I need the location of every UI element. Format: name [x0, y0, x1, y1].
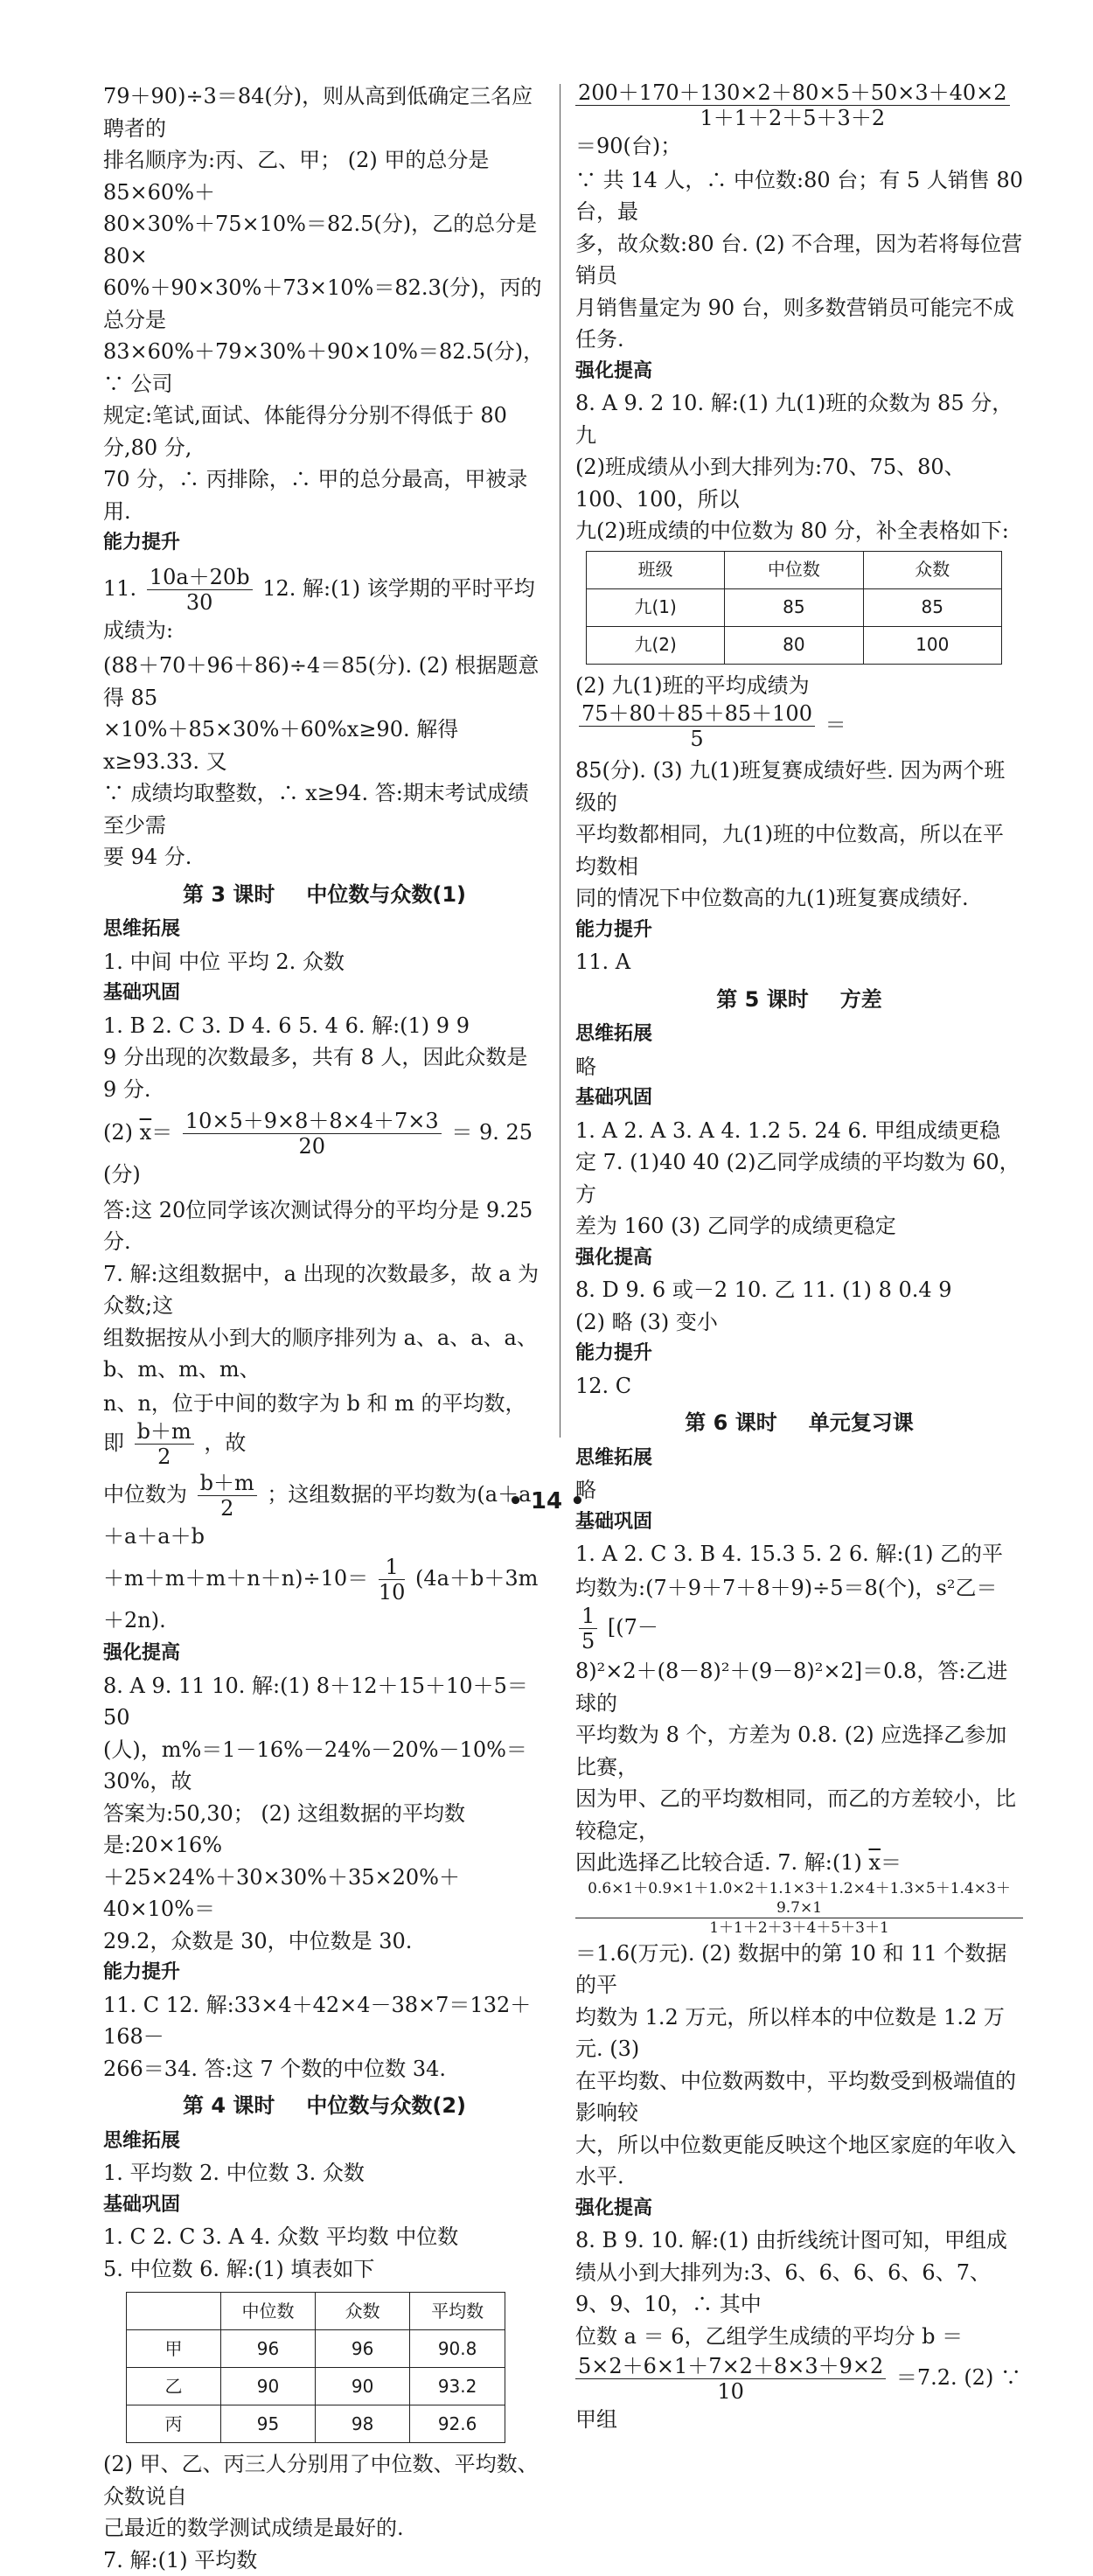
fraction: $\frac{5\times 2+6\times 1+7\times 2+8\times 3+9\times 2}{10}$ [575, 2354, 886, 2404]
text-line: ＝1.6(万元). (2) 数据中的第 10 和 11 个数据的平 [575, 1938, 1023, 2002]
table-cell: 85 [725, 588, 863, 626]
text-line: 8. B 9. 10. 解:(1) 由折线统计图可知，甲组成 [575, 2224, 1023, 2257]
formula-line: 均数为:(7＋9＋7＋8＋9)÷5＝8(个)，s²乙＝ $\frac{1}{5}$ [(7－ [575, 1572, 1023, 1654]
table-header-cell [127, 2293, 221, 2330]
text-line: (人)，m%＝1－16%－24%－20%－10%＝30%，故 [103, 1734, 546, 1798]
subheading: 思维拓展 [575, 1019, 1023, 1051]
fraction: $\frac{b+m}{2}$ [198, 1471, 257, 1521]
text-line: 答:这 20位同学该次测试得分的平均分是 9.25 分. [103, 1194, 546, 1258]
subheading: 能力提升 [103, 1957, 546, 1989]
formula-line: $\frac{200+170+130\times 2+80\times 5+50\times 3+40\times 2}{1+1+2+5+3+2}$ ＝90(台)； [575, 80, 1023, 163]
text-line: 排名顺序为:丙、乙、甲； (2) 甲的总分是 85×60%＋ [103, 144, 546, 208]
text-line: 差为 160 (3) 乙同学的成绩更稳定 [575, 1210, 1023, 1243]
subheading: 基础巩固 [103, 2190, 546, 2222]
text-line: 1. C 2. C 3. A 4. 众数 平均数 中位数 [103, 2221, 546, 2253]
text-line: 8. A 9. 2 10. 解:(1) 九(1)班的众数为 85 分，九 [575, 387, 1023, 451]
fraction: $\frac{1}{5}$ [579, 1604, 597, 1654]
text-line: (2)班成绩从小到大排列为:70、75、80、100、100，所以 [575, 451, 1023, 515]
table-cell: 80 [725, 626, 863, 664]
fraction: $\frac{0.6\times 1+0.9\times 1+1.0\times 2+1.1\times 3+1.2\times 4+1.3\times 5+1.4\times 3+9.7\times 1}{1+1+2+3+4+5+3+1}$ [575, 1879, 1023, 1938]
text-line: 在平均数、中位数两数中，平均数受到极端值的影响较 [575, 2065, 1023, 2129]
text-line: 规定:笔试,面试、体能得分分别不得低于 80 分,80 分, [103, 400, 546, 463]
subheading: 能力提升 [575, 1338, 1023, 1370]
subheading: 强化提高 [103, 1638, 546, 1670]
table-row [127, 2405, 505, 2443]
text-line: 7. 解:这组数据中，a 出现的次数最多，故 a 为众数;这 [103, 1258, 546, 1322]
text-line: 60%＋90×30%＋73×10%＝82.3(分)，丙的总分是 [103, 272, 546, 336]
formula-line: n、n，位于中间的数字为 b 和 m 的平均数，即 $\frac{b+m}{2}$ ，故 [103, 1388, 546, 1470]
fraction: $\frac{b+m}{2}$ [135, 1419, 194, 1469]
text-line: 8. A 9. 11 10. 解:(1) 8＋12＋15＋10＋5＝50 [103, 1670, 546, 1734]
text-line: 70 分，∴ 丙排除，∴ 甲的总分最高，甲被录用. [103, 463, 546, 527]
text-line: 85(分). (3) 九(1)班复赛成绩好些. 因为两个班级的 [575, 755, 1023, 818]
text-line: 定 7. (1)40 40 (2)乙同学成绩的平均数为 60，方 [575, 1146, 1023, 1210]
text-line: 7. 解:(1) 平均数 [103, 2545, 546, 2576]
text-line: 多，故众数:80 台. (2) 不合理，因为若将每位营销员 [575, 228, 1023, 292]
table-cell: 90.8 [410, 2330, 505, 2368]
table-header-row [587, 551, 1002, 588]
text-line: 266＝34. 答:这 7 个数的中位数 34. [103, 2053, 546, 2085]
subheading: 思维拓展 [103, 2126, 546, 2158]
table-cell: 乙 [127, 2368, 221, 2405]
text-line: 组数据按从小到大的顺序排列为 a、a、a、a、b、m、m、m、 [103, 1322, 546, 1386]
text-line: 9 分出现的次数最多，共有 8 人，因此众数是 9 分. [103, 1041, 546, 1105]
subheading: 能力提升 [575, 915, 1023, 947]
text-line: 1. A 2. C 3. B 4. 15.3 5. 2 6. 解:(1) 乙的平 [575, 1538, 1023, 1570]
text-line: 平均数都相同，九(1)班的中位数高，所以在平均数相 [575, 818, 1023, 882]
right-column [575, 80, 1023, 2438]
section-heading-4: 第 4 课时 中位数与众数(2) [103, 2090, 546, 2122]
text-line: 均数为 1.2 万元，所以样本的中位数是 1.2 万元. (3) [575, 2002, 1023, 2065]
table-cell: 92.6 [410, 2405, 505, 2443]
section-heading-6: 第 6 课时 单元复习课 [575, 1407, 1023, 1439]
table-cell: 95 [220, 2405, 315, 2443]
table-cell: 98 [316, 2405, 410, 2443]
text-line: 略 [575, 1051, 1023, 1083]
subheading: 思维拓展 [575, 1443, 1023, 1475]
table-header-cell: 中位数 [220, 2293, 315, 2330]
table-header-cell: 班级 [587, 551, 725, 588]
table-header-row [127, 2293, 505, 2330]
fraction: $\frac{200+170+130\times 2+80\times 5+50\times 3+40\times 2}{1+1+2+5+3+2}$ [575, 80, 1010, 130]
text-line: 大，所以中位数更能反映这个地区家庭的年收入水平. [575, 2129, 1023, 2193]
left-column [103, 80, 546, 2576]
text-line: 5. 中位数 6. 解:(1) 填表如下 [103, 2253, 546, 2286]
table-cell: 甲 [127, 2330, 221, 2368]
table-header-cell: 众数 [316, 2293, 410, 2330]
table-header-cell: 众数 [863, 551, 1002, 588]
text-line: 8. D 9. 6 或－2 10. 乙 11. (1) 8 0.4 9 [575, 1274, 1023, 1306]
fraction: $\frac{75+80+85+85+100}{5}$ [579, 701, 815, 751]
text-line: 己最近的数学测试成绩是最好的. [103, 2512, 546, 2545]
subheading: 强化提高 [575, 2193, 1023, 2225]
text-line: ×10%＋85×30%＋60%x≥90. 解得 x≥93.33. 又 [103, 714, 546, 777]
text-line: 79＋90)÷3＝84(分)，则从高到低确定三名应聘者的 [103, 80, 546, 144]
text-line: ＋25×24%＋30×30%＋35×20%＋40×10%＝ [103, 1862, 546, 1925]
text-line: 略 [575, 1474, 1023, 1507]
subheading: 基础巩固 [103, 978, 546, 1010]
subheading: 能力提升 [103, 527, 546, 560]
fraction: $\frac{10\times 5+9\times 8+8\times 4+7\times 3}{20}$ [183, 1109, 442, 1159]
table-row [587, 588, 1002, 626]
table-cell: 96 [316, 2330, 410, 2368]
text-line: 因此选择乙比较合适. 7. 解:(1) $\overline{x}=$ [575, 1847, 1023, 1879]
subheading: 基础巩固 [575, 1507, 1023, 1539]
text-line: (2) 略 (3) 变小 [575, 1306, 1023, 1339]
text-line: 绩从小到大排列为:3、6、6、6、6、6、7、9、9、10，∴ 其中 [575, 2257, 1023, 2321]
subheading: 基础巩固 [575, 1083, 1023, 1115]
text-line: 1. 平均数 2. 中位数 3. 众数 [103, 2157, 546, 2190]
table-cell: 93.2 [410, 2368, 505, 2405]
text-line: ∵ 共 14 人，∴ 中位数:80 台；有 5 人销售 80 台，最 [575, 164, 1023, 228]
stats-table [126, 2292, 505, 2443]
table-cell: 90 [316, 2368, 410, 2405]
text-line: 九(2)班成绩的中位数为 80 分，补全表格如下: [575, 515, 1023, 547]
text-line: 因为甲、乙的平均数相同，而乙的方差较小，比较稳定， [575, 1783, 1023, 1847]
table-cell: 100 [863, 626, 1002, 664]
fraction: $\frac{10a+20b}{30}$ [147, 565, 253, 615]
table-cell: 90 [220, 2368, 315, 2405]
text-line: (2) 甲、乙、丙三人分别用了中位数、平均数、众数说自 [103, 2448, 546, 2512]
text-line: 位数 a ＝ 6，乙组学生成绩的平均分 b ＝ [575, 2321, 1023, 2353]
text-line: 月销售量定为 90 台，则多数营销员可能完不成任务. [575, 292, 1023, 356]
subheading: 强化提高 [575, 1243, 1023, 1275]
table-cell: 九(1) [587, 588, 725, 626]
section-heading-3: 第 3 课时 中位数与众数(1) [103, 879, 546, 911]
formula-line: ＋m＋m＋m＋n＋n)÷10＝ $\frac{1}{10}$ (4a＋b＋3m＋2n). [103, 1555, 546, 1637]
text-line: 1. 中间 中位 平均 2. 众数 [103, 946, 546, 978]
formula-line: (2) $\overline{x}=$ $\frac{10\times 5+9\times 8+8\times 4+7\times 3}{20}$ ＝ 9. 25 (分) [103, 1109, 546, 1191]
formula-line [575, 1879, 1023, 1938]
text-line: 80×30%＋75×10%＝82.5(分)，乙的总分是 80× [103, 208, 546, 272]
page-number: • 14 • [0, 1488, 1093, 1514]
answer-q11-q12: 11. $\frac{10a+20b}{30}$ 12. 解:(1) 该学期的平时平均成绩为: [103, 565, 546, 647]
subheading: 思维拓展 [103, 914, 546, 946]
table-cell: 丙 [127, 2405, 221, 2443]
table-header-cell: 中位数 [725, 551, 863, 588]
text-line: 要 94 分. [103, 841, 546, 874]
text-line: 1. A 2. A 3. A 4. 1.2 5. 24 6. 甲组成绩更稳 [575, 1115, 1023, 1147]
text-line: 1. B 2. C 3. D 4. 6 5. 4 6. 解:(1) 9 9 [103, 1010, 546, 1042]
class-table [586, 551, 1002, 665]
text-line: 29.2，众数是 30，中位数是 30. [103, 1925, 546, 1958]
table-header-cell: 平均数 [410, 2293, 505, 2330]
text-line: 11. C 12. 解:33×4＋42×4－38×7＝132＋168－ [103, 1989, 546, 2053]
text-line: 答案为:50,30； (2) 这组数据的平均数是:20×16% [103, 1798, 546, 1862]
text-line: 8)²×2＋(8－8)²＋(9－8)²×2]＝0.8，答:乙进球的 [575, 1655, 1023, 1719]
subheading: 强化提高 [575, 356, 1023, 388]
text-line: 83×60%＋79×30%＋90×10%＝82.5(分)，∵ 公司 [103, 336, 546, 400]
formula-line: 中位数为 $\frac{b+m}{2}$ ；这组数据的平均数为(a＋a＋a＋a＋b [103, 1471, 546, 1553]
formula-line: $\frac{5\times 2+6\times 1+7\times 2+8\times 3+9\times 2}{10}$ ＝7.2. (2) ∵ 甲组 [575, 2354, 1023, 2436]
section-heading-5: 第 5 课时 方差 [575, 984, 1023, 1016]
text-line: ∵ 成绩均取整数，∴ x≥94. 答:期末考试成绩至少需 [103, 777, 546, 841]
table-row [587, 626, 1002, 664]
text-line: 12. C [575, 1370, 1023, 1403]
fraction: $\frac{1}{10}$ [379, 1555, 406, 1605]
table-cell: 九(2) [587, 626, 725, 664]
table-cell: 85 [863, 588, 1002, 626]
text-line: 11. A [575, 946, 1023, 978]
formula-line: (2) 九(1)班的平均成绩为 $\frac{75+80+85+85+100}{5}$ ＝ [575, 670, 1023, 752]
text-line: 平均数为 8 个，方差为 0.8. (2) 应选择乙参加比赛， [575, 1719, 1023, 1783]
text-line: (88＋70＋96＋86)÷4＝85(分). (2) 根据题意得 85 [103, 650, 546, 714]
text-line: 同的情况下中位数高的九(1)班复赛成绩好. [575, 882, 1023, 915]
table-row [127, 2330, 505, 2368]
table-row [127, 2368, 505, 2405]
table-cell: 96 [220, 2330, 315, 2368]
